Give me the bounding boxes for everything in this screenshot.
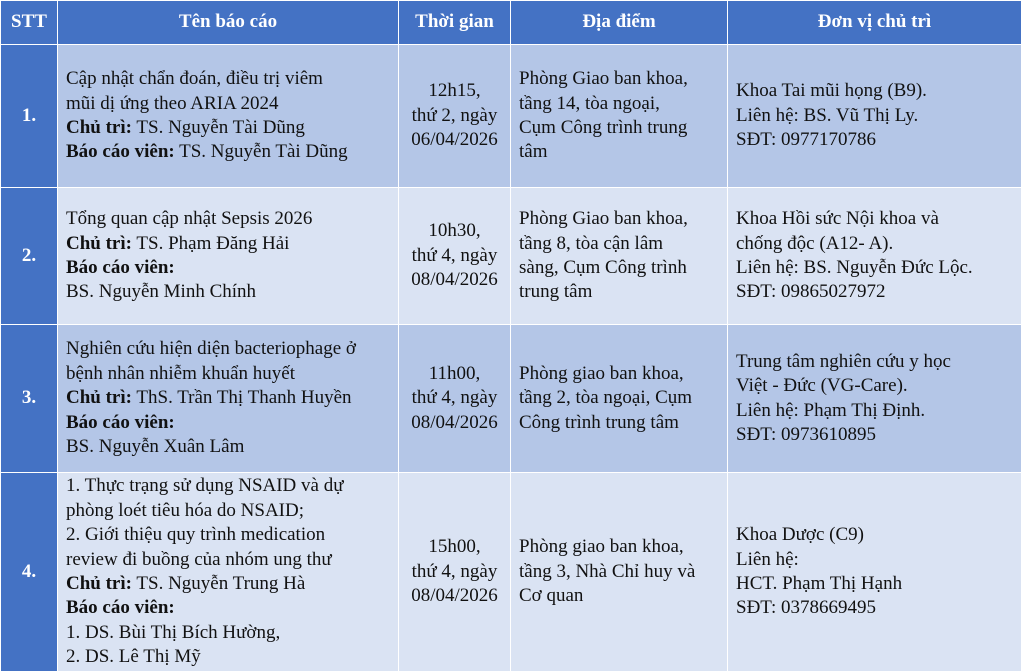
unit-line: Khoa Hồi sức Nội khoa và bbox=[736, 207, 1013, 231]
header-row bbox=[1, 1, 1021, 45]
row-number: 3. bbox=[1, 325, 58, 473]
reporter-label: Báo cáo viên: bbox=[66, 412, 175, 433]
location-line: Phòng giao ban khoa, bbox=[519, 535, 719, 559]
time-line: thứ 4, ngày bbox=[405, 386, 504, 410]
unit-line: HCT. Phạm Thị Hạnh bbox=[736, 572, 1013, 596]
chair-label: Chủ trì: bbox=[66, 233, 132, 254]
location-cell bbox=[511, 473, 728, 672]
report-title-line: Tổng quan cập nhật Sepsis 2026 bbox=[66, 207, 390, 231]
time-line: 08/04/2026 bbox=[405, 584, 504, 608]
row-number: 1. bbox=[1, 45, 58, 188]
report-title-line: 1. Thực trạng sử dụng NSAID và dự bbox=[66, 474, 390, 498]
location-cell bbox=[511, 45, 728, 188]
location-cell bbox=[511, 325, 728, 473]
chair-line bbox=[66, 116, 390, 140]
chair-name: ThS. Trần Thị Thanh Huyền bbox=[132, 387, 352, 408]
reporter-name: 2. DS. Lê Thị Mỹ bbox=[66, 645, 390, 669]
time-cell bbox=[399, 325, 511, 473]
location-line: tầng 14, tòa ngoại, bbox=[519, 92, 719, 116]
location-line: tầng 3, Nhà Chỉ huy và bbox=[519, 560, 719, 584]
reporter-label-line bbox=[66, 596, 390, 620]
unit-line: Liên hệ: BS. Vũ Thị Ly. bbox=[736, 104, 1013, 128]
report-title-cell bbox=[58, 45, 399, 188]
table-row bbox=[1, 45, 1021, 188]
time-line: 11h00, bbox=[405, 362, 504, 386]
chair-line bbox=[66, 386, 390, 410]
report-title-cell bbox=[58, 473, 399, 672]
reporter-label: Báo cáo viên: bbox=[66, 597, 175, 618]
unit-line: Liên hệ: BS. Nguyễn Đức Lộc. bbox=[736, 256, 1013, 280]
chair-name: TS. Phạm Đăng Hải bbox=[132, 233, 289, 254]
report-title-line: review đi buồng của nhóm ung thư bbox=[66, 548, 390, 572]
header-location: Địa điểm bbox=[511, 1, 728, 45]
time-line: 10h30, bbox=[405, 219, 504, 243]
time-line: 08/04/2026 bbox=[405, 411, 504, 435]
time-line: 15h00, bbox=[405, 535, 504, 559]
header-stt: STT bbox=[1, 1, 58, 45]
unit-cell bbox=[728, 325, 1021, 473]
location-line: sàng, Cụm Công trình bbox=[519, 256, 719, 280]
unit-line: Việt - Đức (VG-Care). bbox=[736, 374, 1013, 398]
chair-label: Chủ trì: bbox=[66, 573, 132, 594]
time-line: thứ 4, ngày bbox=[405, 560, 504, 584]
unit-line: SĐT: 0378669495 bbox=[736, 596, 1013, 620]
report-title-line: bệnh nhân nhiễm khuẩn huyết bbox=[66, 362, 390, 386]
unit-line: chống độc (A12- A). bbox=[736, 232, 1013, 256]
reporter-label: Báo cáo viên: bbox=[66, 141, 175, 162]
chair-name: TS. Nguyễn Trung Hà bbox=[132, 573, 305, 594]
unit-line: SĐT: 0973610895 bbox=[736, 423, 1013, 447]
header-title: Tên báo cáo bbox=[58, 1, 399, 45]
report-title-line: mũi dị ứng theo ARIA 2024 bbox=[66, 92, 390, 116]
report-title-line: Cập nhật chẩn đoán, điều trị viêm bbox=[66, 67, 390, 91]
time-cell bbox=[399, 188, 511, 325]
unit-line: Khoa Tai mũi họng (B9). bbox=[736, 79, 1013, 103]
unit-line: SĐT: 09865027972 bbox=[736, 280, 1013, 304]
time-cell bbox=[399, 45, 511, 188]
time-line: 08/04/2026 bbox=[405, 268, 504, 292]
reporter-label-line bbox=[66, 411, 390, 435]
table-row bbox=[1, 325, 1021, 473]
reporter-label: Báo cáo viên: bbox=[66, 257, 175, 278]
location-line: Phòng giao ban khoa, bbox=[519, 362, 719, 386]
report-title-cell bbox=[58, 188, 399, 325]
location-line: Phòng Giao ban khoa, bbox=[519, 207, 719, 231]
unit-line: SĐT: 0977170786 bbox=[736, 128, 1013, 152]
location-line: Cụm Công trình trung bbox=[519, 116, 719, 140]
report-title-line: 2. Giới thiệu quy trình medication bbox=[66, 523, 390, 547]
location-cell bbox=[511, 188, 728, 325]
time-cell bbox=[399, 473, 511, 672]
reporter-name: 1. DS. Bùi Thị Bích Hường, bbox=[66, 621, 390, 645]
chair-label: Chủ trì: bbox=[66, 387, 132, 408]
reporter-name: BS. Nguyễn Xuân Lâm bbox=[66, 435, 390, 459]
reporter-name: TS. Nguyễn Tài Dũng bbox=[175, 141, 348, 162]
unit-cell bbox=[728, 188, 1021, 325]
chair-label: Chủ trì: bbox=[66, 117, 132, 138]
unit-line: Liên hệ: Phạm Thị Định. bbox=[736, 399, 1013, 423]
location-line: tầng 8, tòa cận lâm bbox=[519, 232, 719, 256]
unit-cell bbox=[728, 45, 1021, 188]
chair-line bbox=[66, 232, 390, 256]
unit-line: Liên hệ: bbox=[736, 548, 1013, 572]
report-title-line: phòng loét tiêu hóa do NSAID; bbox=[66, 499, 390, 523]
unit-line: Khoa Dược (C9) bbox=[736, 523, 1013, 547]
reporter-label-line bbox=[66, 256, 390, 280]
location-line: tâm bbox=[519, 140, 719, 164]
header-unit: Đơn vị chủ trì bbox=[728, 1, 1021, 45]
reporter-name: BS. Nguyễn Minh Chính bbox=[66, 280, 390, 304]
location-line: trung tâm bbox=[519, 280, 719, 304]
location-line: Cơ quan bbox=[519, 584, 719, 608]
location-line: Phòng Giao ban khoa, bbox=[519, 67, 719, 91]
time-line: 12h15, bbox=[405, 79, 504, 103]
time-line: thứ 4, ngày bbox=[405, 244, 504, 268]
table-row bbox=[1, 473, 1021, 672]
time-line: thứ 2, ngày bbox=[405, 104, 504, 128]
report-title-line: Nghiên cứu hiện diện bacteriophage ở bbox=[66, 337, 390, 361]
location-line: tầng 2, tòa ngoại, Cụm bbox=[519, 386, 719, 410]
unit-cell bbox=[728, 473, 1021, 672]
chair-line bbox=[66, 572, 390, 596]
report-title-cell bbox=[58, 325, 399, 473]
chair-name: TS. Nguyễn Tài Dũng bbox=[132, 117, 305, 138]
location-line: Công trình trung tâm bbox=[519, 411, 719, 435]
reporter-line bbox=[66, 140, 390, 164]
table-row bbox=[1, 188, 1021, 325]
row-number: 2. bbox=[1, 188, 58, 325]
time-line: 06/04/2026 bbox=[405, 128, 504, 152]
unit-line: Trung tâm nghiên cứu y học bbox=[736, 350, 1013, 374]
row-number: 4. bbox=[1, 473, 58, 672]
header-time: Thời gian bbox=[399, 1, 511, 45]
